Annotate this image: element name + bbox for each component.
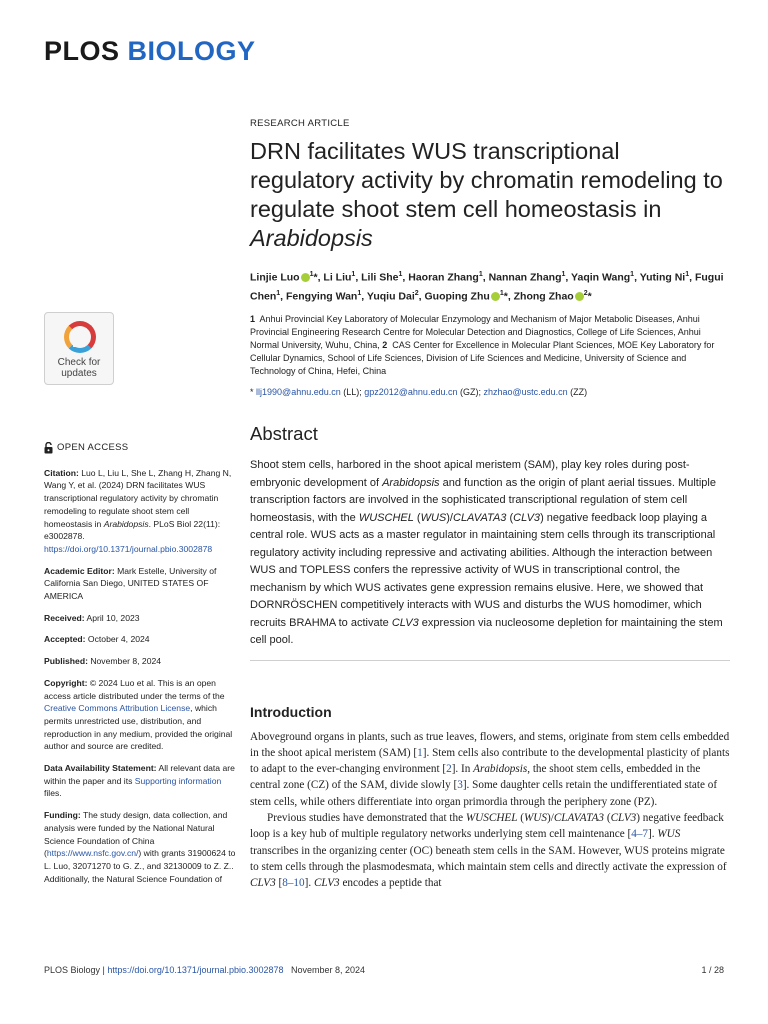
author-affil-sup: 1 — [561, 271, 566, 278]
author-affil-sup: 1 — [685, 271, 690, 278]
check-updates-line2: updates — [61, 368, 97, 379]
copyright-block — [44, 677, 236, 753]
introduction-heading: Introduction — [250, 703, 332, 720]
email-owner: (GZ); — [457, 387, 484, 397]
abstract-heading: Abstract — [250, 423, 318, 444]
corresponding-mark: * — [313, 271, 318, 284]
published-label: Published: — [44, 656, 88, 667]
check-for-updates-badge[interactable] — [44, 312, 114, 385]
copyright-label: Copyright: — [44, 677, 88, 688]
author-affil-sup: 1 — [309, 271, 314, 278]
page-footer: PLOS Biology | https://doi.org/10.1371/journal.pbio.3002878 November 8, 2024 1 / 28 — [44, 965, 724, 975]
published-date: November 8, 2024 — [87, 656, 162, 667]
author-name: , Fugui Chen — [250, 271, 724, 302]
article-main — [250, 118, 730, 891]
title-italic: Arabidopsis — [250, 225, 373, 251]
article-type: RESEARCH ARTICLE — [250, 118, 350, 129]
orcid-icon[interactable] — [575, 292, 584, 301]
author-name: , Guoping Zhu — [418, 290, 490, 302]
check-updates-line1: Check for — [57, 357, 101, 368]
author-name: , Lili She — [355, 271, 399, 284]
author-affil-sup: 2 — [414, 289, 419, 297]
funding-block — [44, 809, 236, 885]
author-name: , Fengying Wan — [280, 290, 358, 302]
affiliation-number: 2 — [382, 340, 388, 350]
data-availability-block — [44, 762, 236, 800]
intro-paragraph: Previous studies have demonstrated that the WUSCHEL (WUS)/CLAVATA3 (CLV3) negative feedback loop is a key hub of multiple regulatory networks underlying stem cell maintenance [4–7]. WUS transcribes in the organizing center (OC) beneath stem cells in the SAM. However, WUS proteins migrate to stem cells through the plasmodesmata, which maintain stem cells and directly activate the expression of CLV3 [8–10]. CLV3 encodes a peptide that — [250, 811, 727, 890]
open-access-text: OPEN ACCESS — [57, 442, 129, 453]
received-block — [44, 612, 236, 625]
author-affil-sup: 1 — [276, 289, 281, 297]
author-affil-sup: 1 — [357, 289, 362, 297]
author-affil-sup: 1 — [478, 271, 483, 278]
author-affil-sup: 1 — [398, 271, 403, 278]
funding-label: Funding: — [44, 810, 81, 821]
corresponding-mark: * — [503, 290, 508, 302]
nsfc-link[interactable]: https://www.nsfc.gov.cn/ — [46, 848, 139, 859]
accepted-label: Accepted: — [44, 634, 86, 645]
accepted-block — [44, 633, 236, 646]
email-link-zz[interactable]: zhzhao@ustc.edu.cn — [483, 387, 568, 397]
author-name: , Yuting Ni — [634, 271, 686, 284]
reference-link[interactable]: 2 — [446, 763, 452, 776]
received-label: Received: — [44, 612, 85, 623]
divider — [250, 660, 730, 661]
author-name: , Yuqiu Dai — [361, 290, 415, 302]
citation-label: Citation: — [44, 467, 79, 478]
orcid-icon[interactable] — [301, 273, 310, 282]
license-link[interactable]: Creative Commons Attribution License — [44, 703, 191, 714]
corresponding-mark: * — [587, 290, 592, 302]
footer-journal: PLOS Biology — [44, 965, 101, 975]
author-name: , Li Liu — [317, 271, 352, 284]
supporting-info-link[interactable]: Supporting information — [134, 775, 222, 786]
introduction-text — [250, 729, 730, 892]
data-availability-label: Data Availability Statement: — [44, 763, 157, 774]
author-affil-sup: 1 — [630, 271, 635, 278]
author-name: , Nannan Zhang — [482, 271, 562, 284]
footer-date: November 8, 2024 — [283, 965, 366, 975]
footer-doi-link[interactable]: https://doi.org/10.1371/journal.pbio.3002878 — [107, 965, 284, 975]
author-name: , Yaqin Wang — [565, 271, 631, 284]
reference-link[interactable]: 1 — [417, 746, 423, 759]
journal-logo-biology: BIOLOGY — [127, 36, 256, 66]
author-list — [250, 267, 730, 304]
funding-text: The study design, data collection, and analysis were funded by the National Natural Science Foundation of China ( — [44, 810, 228, 859]
open-lock-icon — [44, 442, 53, 454]
reference-link[interactable]: 4–7 — [631, 828, 648, 841]
author-name[interactable]: Linjie Luo — [250, 271, 300, 284]
editor-text: Mark Estelle, University of California San Diego, UNITED STATES OF AMERICA — [44, 565, 217, 602]
copyright-text-2: , which permits unrestricted use, distribution, and reproduction in any medium, provided the original author and source are credited. — [44, 703, 233, 752]
orcid-icon[interactable] — [491, 292, 500, 301]
citation-doi-link[interactable]: https://doi.org/10.1371/journal.pbio.3002878 — [44, 543, 213, 554]
affiliation-number: 1 — [250, 314, 256, 324]
intro-paragraph: Aboveground organs in plants, such as true leaves, flowers, and stems, originate from stem cells embedded in the shoot apical meristem (SAM) [1]. Stem cells also contribute to the developmental plasticity of plants to adapt to the ever-changing environment [2]. In Arabidopsis, the shoot stem cells, embedded in the central zone (CZ) of the SAM, divide slowly [3]. Some daughter cells retain the undifferentiated state of stem cells, while others differentiate into organ primordia through the periphery zone (PZ). — [250, 730, 730, 808]
email-owner: (ZZ) — [567, 387, 588, 397]
reference-link[interactable]: 3 — [457, 779, 463, 792]
citation-text: Luo L, Liu L, She L, Zhang H, Zhang N, Wang Y, et al. (2024) DRN facilitates WUS transcriptional regulatory activity by chromatin remodeling to regulate shoot stem cell homeostasis in — [44, 467, 232, 529]
title-text: DRN facilitates WUS transcriptional regulatory activity by chromatin remodeling to regulate shoot stem cell homeostasis in — [250, 138, 723, 222]
author-name: , Zhong Zhao — [507, 290, 574, 302]
data-availability-text: All relevant data are within the paper and its — [44, 763, 235, 786]
author-name: , Haoran Zhang — [402, 271, 479, 284]
email-link-ll[interactable]: llj1990@ahnu.edu.cn — [256, 387, 341, 397]
author-affil-sup: 2 — [583, 289, 588, 297]
reference-link[interactable]: 8–10 — [282, 877, 305, 890]
published-block — [44, 655, 236, 668]
data-availability-text-2: files. — [44, 788, 62, 799]
email-star: * — [250, 387, 254, 397]
article-sidebar — [44, 442, 236, 894]
page-number: 1 / 28 — [701, 965, 724, 975]
affiliations — [250, 313, 730, 378]
journal-logo-plos: PLOS — [44, 36, 120, 66]
editor-block — [44, 565, 236, 603]
open-access-label — [44, 442, 236, 455]
received-date: April 10, 2023 — [84, 612, 140, 623]
author-affil-sup: 1 — [499, 289, 504, 297]
article-title — [250, 137, 730, 253]
author-affil-sup: 1 — [351, 271, 356, 278]
accepted-date: October 4, 2024 — [85, 634, 150, 645]
citation-block — [44, 467, 236, 556]
corresponding-emails — [250, 386, 730, 399]
copyright-text: © 2024 Luo et al. This is an open access article distributed under the terms of the — [44, 677, 225, 701]
affiliation-text: Anhui Provincial Key Laboratory of Molecular Enzymology and Mechanism of Major Metabolic Diseases, Anhui Provincial Engineering Research Centre for Molecular Detection and Diagnostics, College of Life Sciences, Anhui Normal University, Wuhu, China, — [250, 314, 701, 350]
affiliation-text: CAS Center for Excellence in Molecular Plant Sciences, MOE Key Laboratory for Cellular Dynamics, School of Life Sciences, Division of Life Sciences and Medicine, University of Science and Technology of China, Hefei, China — [250, 340, 715, 376]
citation-italic: Arabidopsis — [103, 518, 149, 529]
email-link-gz[interactable]: gpz2012@ahnu.edu.cn — [364, 387, 458, 397]
editor-label: Academic Editor: — [44, 565, 115, 576]
email-owner: (LL); — [340, 387, 365, 397]
funding-text-2: ) with grants 31900624 to L. Luo, 32071270 to G. Z., and 32130009 to Z. Z.. Additionally, the Natural Science Foundation of — [44, 848, 236, 884]
abstract-text: Shoot stem cells, harbored in the shoot apical meristem (SAM), play key roles during post-embryonic development of Arabidopsis and function as the origin of plant aerial tissues. Multiple transcription factors are involved in the sophisticated transcriptional regulation of stem cell homeostasis, with the WUSCHEL (WUS)/CLAVATA3 (CLV3) negative feedback loop playing a central role. WUS acts as a master regulator in maintaining stem cells through its transcriptional regulatory activity including repressive and activating abilities. Although the interaction between WUS and TOPLESS confers the repressive activity of WUS in transcriptional control, the mechanism by which WUS activates gene expression remains elusive. Here, we showed that DORNRÖSCHEN competitively interacts with WUS and disturbs the WUS homodimer, which recruits BRAHMA to activate CLV3 expression via nucleosome depletion for maintaining the stem cell pool. — [250, 459, 723, 646]
citation-text-2: . PLoS Biol 22(11): e3002878. — [44, 518, 221, 542]
journal-logo[interactable] — [44, 36, 256, 67]
